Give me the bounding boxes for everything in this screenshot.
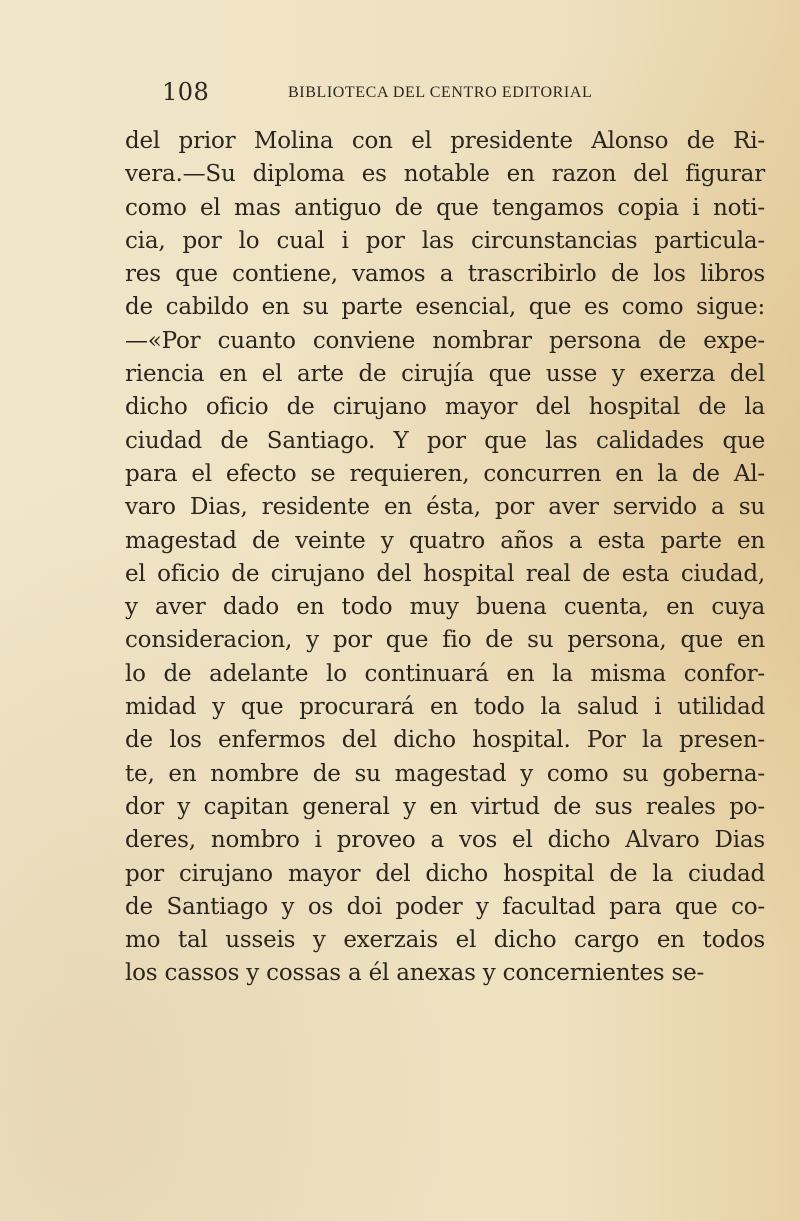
text-line: el oficio de cirujano del hospital real de esta ciudad, <box>125 560 765 587</box>
text-line: de cabildo en su parte esencial, que es como sigue: <box>125 294 765 321</box>
text-line: varo Dias, residente en ésta, por aver servido a su <box>125 494 765 521</box>
page-number: 108 <box>162 78 210 106</box>
text-line: de Santiago y os doi poder y facultad para que co- <box>125 893 765 920</box>
body-text <box>125 125 765 991</box>
text-line: res que contiene, vamos a trascribirlo de los libros <box>125 261 765 288</box>
text-line: cia, por lo cual i por las circunstancias particula- <box>125 227 765 254</box>
text-line: consideracion, y por que fio de su persona, que en <box>125 627 765 654</box>
text-line: dor y capitan general y en virtud de sus reales po- <box>125 793 765 820</box>
text-line: ciudad de Santiago. Y por que las calidades que <box>125 427 765 454</box>
text-line: dicho oficio de cirujano mayor del hospital de la <box>125 394 765 421</box>
text-line: mo tal usseis y exerzais el dicho cargo en todos <box>125 927 765 954</box>
text-line: magestad de veinte y quatro años a esta parte en <box>125 527 765 554</box>
running-title: BIBLIOTECA DEL CENTRO EDITORIAL <box>288 84 593 101</box>
text-line: midad y que procurará en todo la salud i utilidad <box>125 694 765 721</box>
text-line: de los enfermos del dicho hospital. Por la presen- <box>125 727 765 754</box>
text-line: y aver dado en todo muy buena cuenta, en cuya <box>125 594 765 621</box>
text-line: lo de adelante lo continuará en la misma confor- <box>125 660 765 687</box>
text-line: los cassos y cossas a él anexas y concernientes se- <box>125 960 705 987</box>
text-line: deres, nombro i proveo a vos el dicho Alvaro Dias <box>125 827 765 854</box>
running-head <box>120 78 680 110</box>
text-line: del prior Molina con el presidente Alonso de Ri- <box>125 128 765 154</box>
text-line: riencia en el arte de cirujía que usse y exerza del <box>125 361 765 388</box>
text-line: —«Por cuanto conviene nombrar persona de expe- <box>125 327 765 354</box>
text-line: te, en nombre de su magestad y como su goberna- <box>125 760 765 787</box>
text-line: vera.—Su diploma es notable en razon del figurar <box>125 161 765 188</box>
text-line: para el efecto se requieren, concurren en la de Al- <box>125 460 765 487</box>
text-line: como el mas antiguo de que tengamos copia i noti- <box>125 194 765 221</box>
text-line: por cirujano mayor del dicho hospital de la ciudad <box>125 860 765 887</box>
